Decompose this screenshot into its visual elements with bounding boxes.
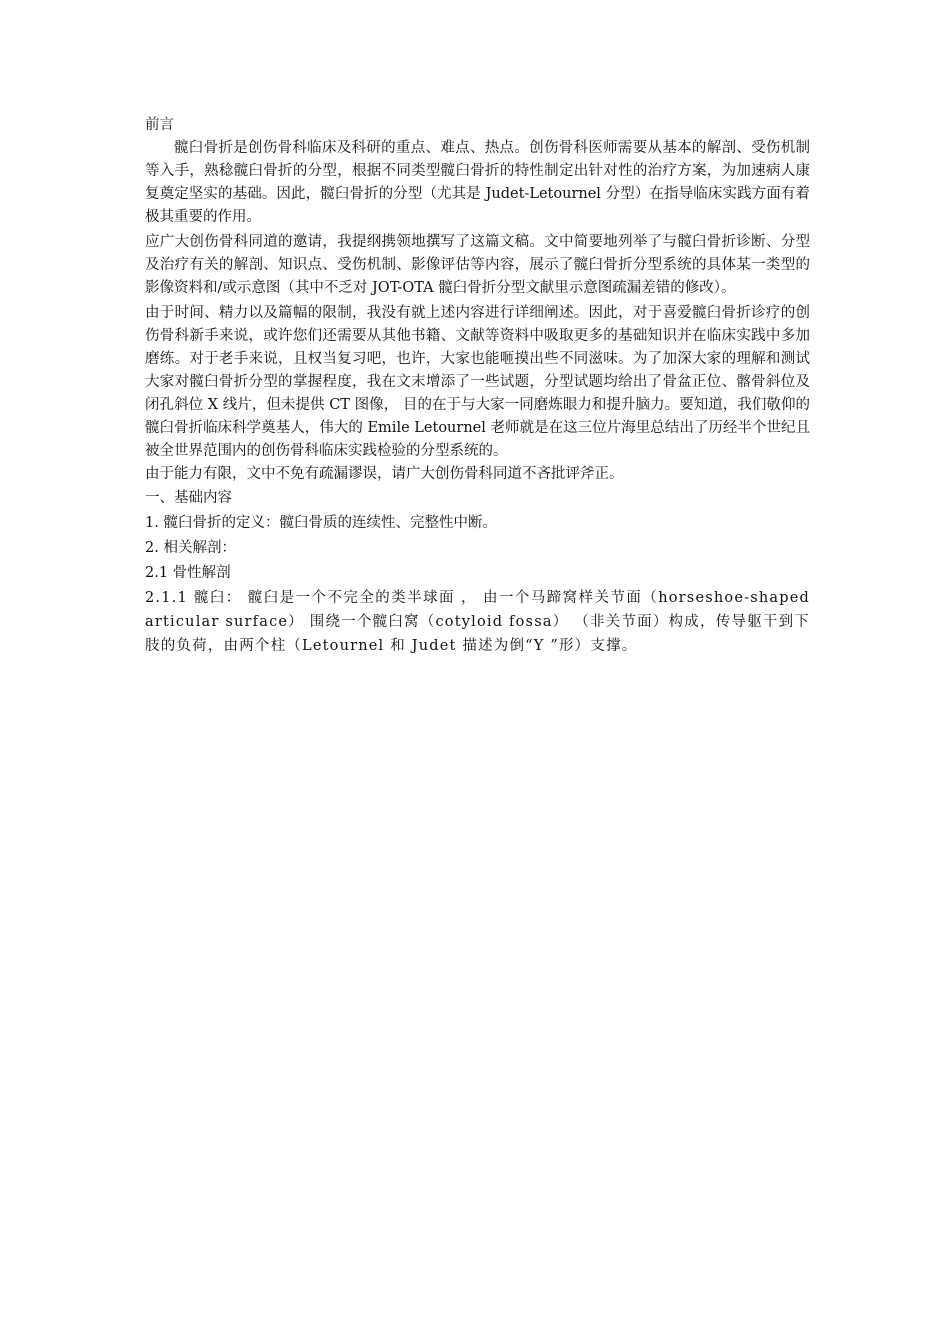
document-body — [145, 114, 810, 658]
item-bony-anatomy: 2.1 骨性解剖 — [145, 565, 231, 581]
item-acetabulum: 2.1.1 髋臼： 髋臼是一个不完全的类半球面 ， 由一个马蹄窝样关节面（horseshoe-shaped articular surface） 围绕一个髋臼窝（cotyloid fossa） （非关节面）构成，传导躯干到下肢的负荷，由两个柱（Letournel 和 Judet 描述为倒“Y ”形）支撑。 — [145, 590, 810, 654]
paragraph-limitations: 由于时间、精力以及篇幅的限制，我没有就上述内容进行详细阐述。因此，对于喜爱髋臼骨折诊疗的创伤骨科新手来说，或许您们还需要从其他书籍、文献等资料中吸取更多的基础知识并在临床实践中多加磨练。对于老手来说，且权当复习吧，也许，大家也能咂摸出些不同滋味。为了加深大家的理解和测试大家对髋臼骨折分型的掌握程度，我在文末增添了一些试题，分型试题均给出了骨盆正位、髂骨斜位及闭孔斜位 X 线片，但未提供 CT 图像， 目的在于与大家一同磨炼眼力和提升脑力。要知道，我们敬仰的髋臼骨折临床科学奠基人，伟大的 Emile Letournel 老师就是在这三位片海里总结出了历经半个世纪且被全世界范围内的创伤骨科临床实践检验的分型系统的。 — [145, 305, 810, 459]
section-heading-basics: 一、基础内容 — [145, 490, 232, 506]
preface-title: 前言 — [145, 117, 174, 133]
paragraph-closing: 由于能力有限，文中不免有疏漏谬误，请广大创伤骨科同道不吝批评斧正。 — [145, 466, 624, 482]
paragraph-intro: 髋臼骨折是创伤骨科临床及科研的重点、难点、热点。创伤骨科医师需要从基本的解剖、受伤机制等入手，熟稔髋臼骨折的分型，根据不同类型髋臼骨折的特性制定出针对性的治疗方案，为加速病人康复奠定坚实的基础。因此，髋臼骨折的分型（尤其是 Judet-Letournel 分型）在指导临床实践方面有着极其重要的作用。 — [145, 140, 810, 225]
item-anatomy: 2. 相关解剖： — [145, 540, 236, 556]
paragraph-invitation: 应广大创伤骨科同道的邀请，我提纲携领地撰写了这篇文稿。文中简要地列举了与髋臼骨折诊断、分型及治疗有关的解剖、知识点、受伤机制、影像评估等内容，展示了髋臼骨折分型系统的具体某一类型的影像资料和/或示意图（其中不乏对 JOT-OTA 髋臼骨折分型文献里示意图疏漏差错的修改）。 — [145, 234, 810, 296]
item-definition: 1. 髋臼骨折的定义：髋臼骨质的连续性、完整性中断。 — [145, 515, 497, 531]
